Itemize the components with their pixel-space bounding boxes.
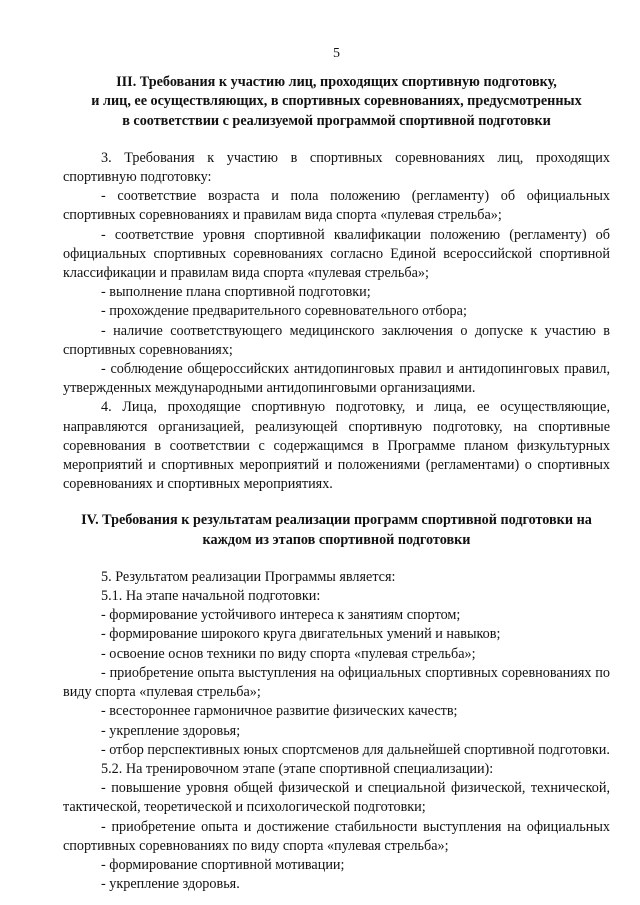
- list-item: - соблюдение общероссийских антидопинговых правил и антидопинговых правил, утвержденных международными антидопинговыми организациями.: [63, 361, 610, 397]
- heading-line: IV. Требования к результатам реализации программ спортивной подготовки на: [81, 512, 592, 529]
- list-item: - прохождение предварительного соревновательного отбора;: [101, 303, 467, 320]
- paragraph: 3. Требования к участию в спортивных соревнованиях лиц, проходящих спортивную подготовку:: [63, 149, 610, 186]
- list-item: - приобретение опыта выступления на официальных спортивных соревнованиях по виду спорта «пулевая стрельба»;: [63, 664, 610, 701]
- heading-line: III. Требования к участию лиц, проходящих спортивную подготовку,: [116, 74, 557, 91]
- list-item: - формирование устойчивого интереса к занятиям спортом;: [101, 607, 461, 624]
- page-number: 5: [333, 46, 340, 61]
- list-item: - соответствие уровня спортивной квалификации положению (регламенту) об официальных спортивных соревнованиях согласно Единой всероссийской спортивной классификации и правилам вида спорта «пулевая стрельба»;: [63, 226, 610, 282]
- paragraph: 5.2. На тренировочном этапе (этапе спортивной специализации):: [101, 760, 494, 777]
- section-4-body: [63, 568, 610, 894]
- section-3-body: [63, 149, 610, 495]
- list-item: - соответствие возраста и пола положению (регламенту) об официальных спортивных соревнованиях и правилам вида спорта «пулевая стрельба»;: [63, 188, 610, 224]
- list-item: - формирование спортивной мотивации;: [101, 856, 345, 873]
- list-item: - освоение основ техники по виду спорта «пулевая стрельба»;: [101, 645, 476, 662]
- heading-line: в соответствии с реализуемой программой спортивной подготовки: [122, 112, 551, 129]
- list-item: - приобретение опыта и достижение стабильности выступления на официальных спортивных соревнованиях по виду спорта «пулевая стрельба»;: [63, 818, 610, 854]
- list-item: - наличие соответствующего медицинского заключения о допуске к участию в спортивных соревнованиях;: [63, 322, 610, 358]
- section-4-heading: [63, 511, 610, 549]
- section-3-heading: [63, 73, 610, 131]
- list-item: - укрепление здоровья.: [101, 876, 240, 893]
- list-item: - укрепление здоровья;: [101, 722, 241, 739]
- list-item: - выполнение плана спортивной подготовки;: [101, 284, 371, 301]
- heading-line: и лиц, ее осуществляющих, в спортивных соревнованиях, предусмотренных: [91, 93, 582, 110]
- list-item: - повышение уровня общей физической и специальной физической, технической, тактической, теоретической и психологической подготовки;: [63, 780, 610, 816]
- heading-line: каждом из этапов спортивной подготовки: [202, 531, 471, 548]
- list-item: - формирование широкого круга двигательных умений и навыков;: [101, 626, 501, 643]
- list-item: - отбор перспективных юных спортсменов для дальнейшей спортивной подготовки.: [101, 741, 610, 758]
- paragraph: 5.1. На этапе начальной подготовки:: [101, 588, 321, 605]
- paragraph: 5. Результатом реализации Программы является:: [101, 568, 396, 585]
- list-item: - всестороннее гармоничное развитие физических качеств;: [101, 703, 458, 720]
- paragraph: 4. Лица, проходящие спортивную подготовку, и лица, ее осуществляющие, направляются организацией, реализующей спортивную подготовку, на спортивные соревнования в соответствии с содержащимся в Программе планом физкультурных мероприятий и спортивных мероприятий и положениями (регламентами) о спортивных соревнованиях и спортивных мероприятиях.: [63, 399, 610, 493]
